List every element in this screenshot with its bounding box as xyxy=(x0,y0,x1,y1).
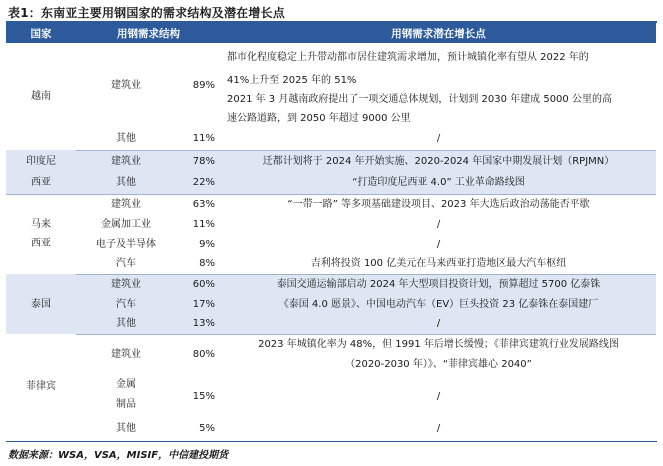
growth-point: 《泰国 4.0 愿景》、中国电动汽车（EV）巨头投资 23 亿泰铢在泰国建厂 xyxy=(221,294,656,314)
sector-label: 建筑业 xyxy=(76,150,176,172)
table-row xyxy=(6,254,656,274)
share-value: 17% xyxy=(176,294,221,314)
growth-point: “打造印度尼西亚 4.0” 工业革命路线图 xyxy=(221,172,656,194)
country-indonesia: 印度尼 xyxy=(6,150,76,172)
share-value: 5% xyxy=(199,422,215,434)
table-row xyxy=(6,214,656,234)
sector-label: 建筑业 xyxy=(111,198,141,210)
table-row xyxy=(6,294,656,314)
table-row xyxy=(6,194,656,214)
sector-label: 电子及半导体 xyxy=(96,238,156,250)
growth-point: / xyxy=(221,314,656,334)
sector-label: 汽车 xyxy=(76,254,176,274)
header-structure: 用钢需求结构 xyxy=(76,23,221,43)
growth-point: / xyxy=(436,218,441,230)
country-thailand: 泰国 xyxy=(6,274,76,334)
country-vietnam: 越南 xyxy=(31,91,51,102)
share-value: 15% xyxy=(192,390,215,402)
share-value: 9% xyxy=(199,238,215,250)
growth-point: 2021 年 3 月越南政府提出了一项交通总体规划，计划到 2030 年建成 5000 公里的高 xyxy=(227,94,612,105)
table-row xyxy=(6,314,656,334)
sector-label: 其他 xyxy=(116,422,136,434)
table-row xyxy=(6,150,656,172)
sector-label-cont: 制品 xyxy=(116,398,136,410)
data-source: 数据来源：WSA，VSA，MISIF，中信建投期货 xyxy=(8,450,229,461)
header-country: 国家 xyxy=(6,23,76,43)
sector-label: 建筑业 xyxy=(111,348,141,360)
growth-point: 都市化程度稳定上升带动都市居住建筑需求增加，预计城镇化率有望从 2022 年的 xyxy=(227,51,589,63)
sector-label: 其他 xyxy=(76,172,176,194)
growth-point: “一带一路” 等多项基础建设项目、2023 年大选后政治动荡能否平歇 xyxy=(287,198,590,210)
growth-point: 吉利将投资 100 亿美元在马来西亚打造地区最大汽车枢纽 xyxy=(221,254,656,274)
header-growth: 用钢需求潜在增长点 xyxy=(221,23,656,43)
growth-point: 41%上升至 2025 年的 51% xyxy=(227,75,357,86)
country-malaysia-cont: 西亚 xyxy=(31,238,51,249)
country-philippines: 菲律宾 xyxy=(26,380,56,392)
country-indonesia-cont: 西亚 xyxy=(6,172,76,194)
sector-label: 汽车 xyxy=(76,294,176,314)
growth-point: / xyxy=(436,238,441,250)
table-title: 表1：东南亚主要用钢国家的需求结构及潜在增长点 xyxy=(8,6,285,20)
share-value: 89% xyxy=(192,80,215,91)
table-row xyxy=(6,274,656,294)
table-row xyxy=(6,374,656,394)
sector-label: 建筑业 xyxy=(76,274,176,294)
sector-label: 其他 xyxy=(76,128,176,150)
source-rule xyxy=(6,441,657,442)
share-value: 63% xyxy=(192,198,215,210)
table-row xyxy=(6,128,656,150)
sector-label: 其他 xyxy=(76,314,176,334)
share-value: 80% xyxy=(192,348,215,360)
growth-point: 2023 年城镇化率为 48%，但 1991 年后增长缓慢；《菲律宾建筑行业发展路线图 xyxy=(258,338,619,350)
share-value: 13% xyxy=(176,314,221,334)
share-value: 22% xyxy=(176,172,221,194)
share-value: 60% xyxy=(176,274,221,294)
growth-point: （2020-2030 年）》、“菲律宾雄心 2040” xyxy=(345,358,532,370)
table-row xyxy=(6,418,656,438)
sector-label: 建筑业 xyxy=(111,80,141,91)
sector-label: 金属 xyxy=(116,378,136,390)
growth-point: / xyxy=(436,390,441,402)
table-row xyxy=(6,43,656,71)
growth-point: 泰国交通运输部启动 2024 年大型项目投资计划，预算超过 5700 亿泰铢 xyxy=(221,274,656,294)
growth-point: / xyxy=(221,128,656,150)
table-row xyxy=(6,234,656,254)
growth-point: 迁都计划将于 2024 年开始实施、2020-2024 年国家中期发展计划（RPJMN） xyxy=(221,150,656,172)
sector-label: 金属加工业 xyxy=(101,218,151,230)
table-row xyxy=(6,172,656,194)
growth-point: 速公路道路，到 2050 年超过 9000 公里 xyxy=(227,113,411,124)
table-row xyxy=(6,334,656,354)
share-value: 11% xyxy=(192,218,215,230)
country-malaysia: 马来 xyxy=(31,219,51,230)
share-value: 11% xyxy=(176,128,221,150)
share-value: 78% xyxy=(176,150,221,172)
share-value: 8% xyxy=(176,254,221,274)
header-row xyxy=(6,23,656,43)
steel-demand-table xyxy=(6,23,656,438)
growth-point: / xyxy=(436,422,441,434)
